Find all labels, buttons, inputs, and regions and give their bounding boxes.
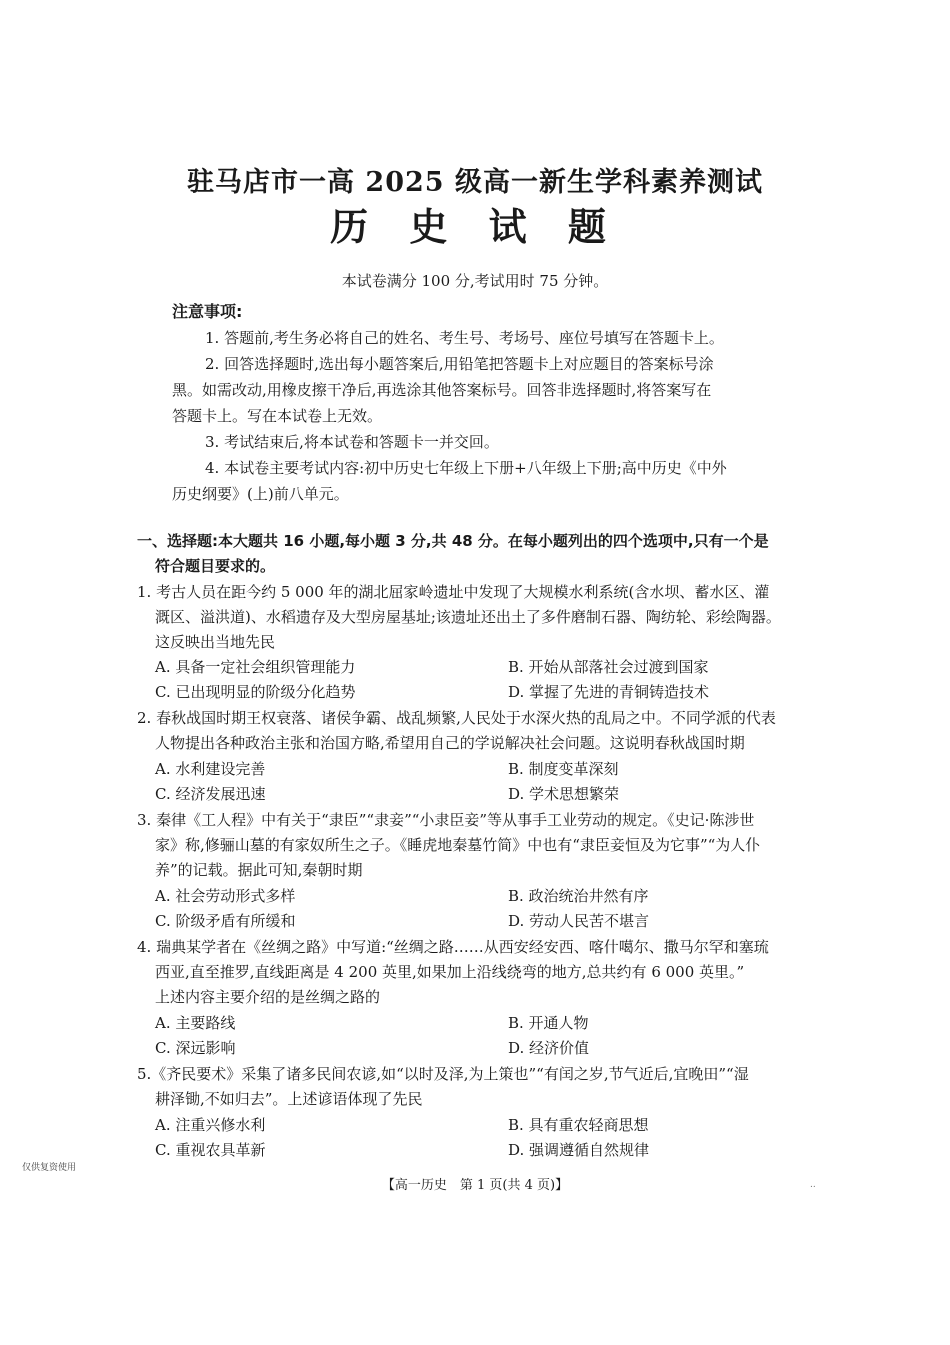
question-2-option-d: D. 学术思想繁荣 [508,785,620,803]
question-3-option-d: D. 劳动人民苦不堪言 [508,912,650,930]
page-number: 【高一历史 第 1 页(共 4 页)】 [381,1178,569,1193]
question-3-line: 3. 秦律《工人程》中有关于“隶臣”“隶妾”“小隶臣妾”等从事手工业劳动的规定。《史记·陈涉世 [137,811,755,829]
question-5-option-a: A. 注重兴修水利 [155,1116,266,1134]
notice-line: 黑。如需改动,用橡皮擦干净后,再选涂其他答案标号。回答非选择题时,将答案写在 [172,381,712,399]
notice-line: 3. 考试结束后,将本试卷和答题卡一并交回。 [205,433,499,451]
question-2-line: 人物提出各种政治主张和治国方略,希望用自己的学说解决社会问题。这说明春秋战国时期 [155,734,745,752]
question-1-line: 这反映出当地先民 [155,633,276,651]
question-2-option-a: A. 水利建设完善 [155,760,266,778]
question-4-option-a: A. 主要路线 [155,1014,236,1032]
question-3-line: 家》称,修骊山墓的有家奴所生之子。《睡虎地秦墓竹简》中也有“隶臣妾恒及为它事”“为人仆 [155,836,761,854]
section-heading-cont: 符合题目要求的。 [155,557,276,575]
exam-title: 驻马店市一高 2025 级高一新生学科素养测试 [187,167,763,198]
question-1-line: 溉区、溢洪道)、水稻遗存及大型房屋基址;该遗址还出土了多件磨制石器、陶纺轮、彩绘陶器。 [155,608,781,626]
question-5-option-d: D. 强调遵循自然规律 [508,1141,650,1159]
corner-mark: .. [810,1180,816,1190]
question-5-line: 耕泽锄,不如归去”。上述谚语体现了先民 [155,1090,423,1108]
question-2-option-c: C. 经济发展迅速 [155,785,266,803]
question-5-option-b: B. 具有重农轻商思想 [508,1116,649,1134]
question-4-line: 4. 瑞典某学者在《丝绸之路》中写道:“丝绸之路……从西安经安西、喀什噶尔、撒马尔罕和塞琉 [137,938,769,956]
side-note: 仅供复资使用 [22,1163,77,1173]
question-2-line: 2. 春秋战国时期王权衰落、诸侯争霸、战乱频繁,人民处于水深火热的乱局之中。不同学派的代表 [137,709,776,727]
question-3-line: 养”的记载。据此可知,秦朝时期 [155,861,363,879]
question-4-option-c: C. 深远影响 [155,1039,236,1057]
notice-line: 1. 答题前,考生务必将自己的姓名、考生号、考场号、座位号填写在答题卡上。 [205,329,724,347]
notice-line: 答题卡上。写在本试卷上无效。 [172,407,383,425]
question-4-line: 西亚,直至推罗,直线距离是 4 200 英里,如果加上沿线绕弯的地方,总共约有 6 000 英里。” [155,963,745,981]
question-3-option-a: A. 社会劳动形式多样 [155,887,296,905]
question-3-option-c: C. 阶级矛盾有所缓和 [155,912,296,930]
section-heading: 一、选择题:本大题共 16 小题,每小题 3 分,共 48 分。在每小题列出的四个选项中,只有一个是 [137,532,769,550]
question-4-line: 上述内容主要介绍的是丝绸之路的 [155,988,381,1006]
question-5-option-c: C. 重视农具革新 [155,1141,266,1159]
notice-line: 2. 回答选择题时,选出每小题答案后,用铅笔把答题卡上对应题目的答案标号涂 [205,355,714,373]
question-1-line: 1. 考古人员在距今约 5 000 年的湖北屈家岭遗址中发现了大规模水利系统(含水坝、蓄水区、灌 [137,583,770,601]
question-4-option-b: B. 开通人物 [508,1014,589,1032]
notice-line: 4. 本试卷主要考试内容:初中历史七年级上下册+八年级上下册;高中历史《中外 [205,459,727,477]
notice-heading: 注意事项: [172,302,243,321]
question-1-option-b: B. 开始从部落社会过渡到国家 [508,658,709,676]
exam-intro: 本试卷满分 100 分,考试用时 75 分钟。 [341,272,609,290]
question-1-option-c: C. 已出现明显的阶级分化趋势 [155,683,356,701]
question-4-option-d: D. 经济价值 [508,1039,590,1057]
question-1-option-d: D. 掌握了先进的青铜铸造技术 [508,683,710,701]
question-5-line: 5.《齐民要术》采集了诸多民间农谚,如“以时及泽,为上策也”“有闰之岁,节气近后,宜晚田”“湿 [137,1065,749,1083]
question-2-option-b: B. 制度变革深刻 [508,760,619,778]
notice-line: 历史纲要》(上)前八单元。 [172,485,349,503]
question-1-option-a: A. 具备一定社会组织管理能力 [155,658,356,676]
subject-title: 历 史 试 题 [330,204,620,249]
question-3-option-b: B. 政治统治井然有序 [508,887,649,905]
